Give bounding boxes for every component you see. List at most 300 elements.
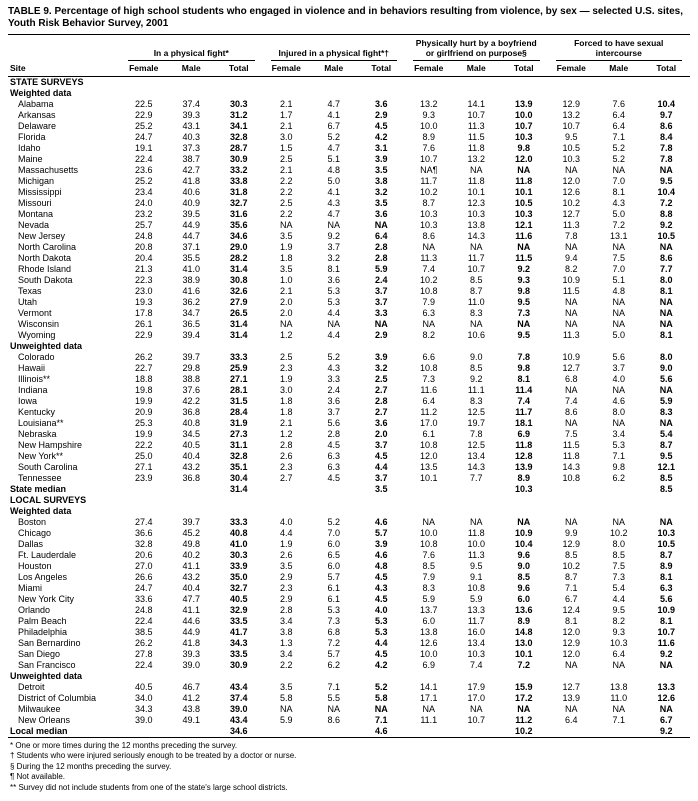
value-cell: 9.0 [659,362,673,373]
footnote-line: ** Survey did not include students from one of the state's large school districts. [10,782,288,792]
value-cell: 7.1 [374,714,388,725]
value-cell: 3.4 [612,428,625,439]
value-cell [168,726,216,737]
value-cell: 7.4 [469,659,483,670]
value-cell: 9.0 [517,560,530,571]
value-cell: 13.3 [467,604,486,615]
value-cell: 6.4 [612,120,625,131]
value-cell: 5.3 [327,285,340,296]
value-cell: 35.6 [229,219,248,230]
value-cell: 33.6 [134,593,153,604]
value-cell: 7.0 [612,175,625,186]
value-cell: 5.5 [327,692,340,703]
value-cell: 3.7 [374,472,388,483]
value-cell: 12.7 [562,208,581,219]
value-cell: 30.9 [229,659,248,670]
value-cell: 7.8 [659,153,673,164]
value-cell: 10.8 [562,472,581,483]
value-cell: 6.0 [517,593,530,604]
table-row [8,539,690,550]
value-cell: 8.7 [659,549,673,560]
table-row [8,660,690,671]
site-cell: San Francisco [18,659,76,670]
section-row [8,495,690,506]
value-cell: 9.5 [659,175,673,186]
table-row [8,154,690,165]
value-cell: 22.5 [134,98,153,109]
value-cell: 38.5 [134,626,153,637]
column-header-male: Male [168,61,216,77]
value-cell: 10.2 [419,186,438,197]
group-header-label: Injured in a physical fight*† [271,49,398,62]
value-cell: 10.3 [467,648,486,659]
value-cell: 3.6 [374,208,388,219]
value-cell [310,484,358,495]
value-cell [263,484,311,495]
value-cell: 1.9 [279,241,293,252]
value-cell: 41.2 [182,692,201,703]
value-cell: 7.9 [422,571,435,582]
value-cell: 22.3 [134,274,153,285]
value-cell: 10.7 [467,714,486,725]
value-cell [453,484,501,495]
value-cell: 8.5 [469,362,483,373]
value-cell: 9.8 [612,461,625,472]
value-cell: 4.4 [327,329,340,340]
value-cell: 2.7 [279,472,293,483]
value-cell: 5.4 [659,428,673,439]
data-table [8,37,690,738]
value-cell: 4.4 [327,307,340,318]
value-cell: 31.4 [229,329,248,340]
value-cell: 25.3 [134,417,153,428]
value-cell: 33.2 [229,164,248,175]
value-cell: 38.8 [182,373,201,384]
table-row [8,682,690,693]
value-cell: 41.8 [182,637,201,648]
value-cell: 7.5 [564,428,578,439]
value-cell: NA [422,241,435,252]
value-cell: 7.4 [564,395,578,406]
value-cell: 31.1 [229,439,248,450]
section-label: LOCAL SURVEYS [10,494,87,505]
value-cell: 8.7 [659,439,673,450]
value-cell: 11.6 [657,637,675,648]
value-cell: NA¶ [420,164,438,175]
value-cell: 8.3 [422,582,435,593]
value-cell: 11.5 [515,252,533,263]
value-cell: 24.0 [134,197,153,208]
value-cell: 1.3 [279,637,293,648]
value-cell: 4.3 [327,197,340,208]
table-row [8,407,690,418]
value-cell: 32.7 [229,197,248,208]
site-cell: Palm Beach [18,615,67,626]
value-cell: 6.3 [327,461,340,472]
table-row [8,517,690,528]
value-cell: 2.9 [374,109,388,120]
value-cell: 3.3 [374,307,388,318]
value-cell: 17.0 [419,417,438,428]
value-cell: 9.6 [517,582,530,593]
value-cell: 37.6 [182,384,201,395]
value-cell: 32.8 [229,131,248,142]
value-cell: 19.9 [134,395,153,406]
value-cell: 26.2 [134,351,153,362]
value-cell: 8.0 [659,351,673,362]
value-cell: 13.4 [467,450,486,461]
value-cell: 2.8 [374,241,388,252]
value-cell: 20.6 [134,549,153,560]
value-cell: 13.2 [467,153,486,164]
value-cell: 6.2 [327,659,340,670]
footnote-line: § During the 12 months preceding the survey. [10,761,172,771]
table-row [8,638,690,649]
value-cell: 3.7 [374,296,388,307]
value-cell: 2.1 [279,120,293,131]
value-cell: 32.6 [229,285,248,296]
table-row [8,572,690,583]
value-cell: 33.5 [229,648,248,659]
value-cell: 2.8 [327,428,340,439]
value-cell: 1.9 [279,538,293,549]
value-cell: 6.7 [659,714,673,725]
value-cell: 4.6 [612,395,625,406]
value-cell: 7.2 [659,197,673,208]
value-cell: 8.5 [564,549,578,560]
site-cell: Chicago [18,527,52,538]
table-row [8,121,690,132]
value-cell: 44.9 [182,219,201,230]
value-cell: 7.6 [422,142,435,153]
value-cell: 12.0 [562,648,581,659]
value-cell: 11.3 [467,120,485,131]
site-cell: Boston [18,516,47,527]
value-cell: 12.6 [657,692,676,703]
value-cell: 26.6 [134,571,153,582]
value-cell: 11.8 [515,439,533,450]
table-row [8,715,690,726]
value-cell: 9.8 [517,362,530,373]
value-cell: 2.9 [279,571,293,582]
value-cell: 4.5 [327,439,340,450]
value-cell: 10.3 [514,131,533,142]
value-cell: 5.1 [612,274,625,285]
value-cell: 10.9 [657,604,676,615]
value-cell: 7.9 [422,296,435,307]
value-cell: 33.5 [229,615,248,626]
value-cell: 5.0 [612,208,625,219]
site-cell: Utah [18,296,38,307]
value-cell: 8.7 [422,197,435,208]
value-cell: 11.3 [467,549,485,560]
value-cell: 5.8 [279,692,293,703]
section-label: Unweighted data [10,340,83,351]
value-cell: 4.1 [327,186,340,197]
value-cell: 17.9 [467,681,486,692]
value-cell: 13.8 [467,219,486,230]
value-cell: 8.0 [612,406,625,417]
value-cell: 8.4 [659,131,673,142]
value-cell: 6.4 [612,648,625,659]
section-label: Weighted data [10,87,72,98]
subsection-row [8,506,690,517]
site-cell: New York City [18,593,75,604]
value-cell: 6.4 [374,230,388,241]
value-cell: 3.5 [279,263,293,274]
value-cell: 13.0 [514,637,533,648]
column-header-male: Male [310,61,358,77]
value-cell: 8.9 [517,615,530,626]
value-cell: 8.1 [659,329,673,340]
value-cell: 8.1 [517,373,530,384]
value-cell: 9.0 [469,351,483,362]
site-cell: Delaware [18,120,57,131]
table-row [8,649,690,660]
value-cell: 41.1 [182,560,201,571]
value-cell: 6.1 [327,593,340,604]
value-cell: 4.7 [327,142,340,153]
value-cell: 8.2 [564,263,578,274]
value-cell: 9.5 [564,131,578,142]
value-cell: 10.4 [514,538,533,549]
value-cell: 14.3 [562,461,581,472]
value-cell: 7.8 [469,428,483,439]
value-cell: 6.0 [422,615,435,626]
value-cell: 30.3 [229,549,248,560]
value-cell: NA [517,318,531,329]
value-cell: 40.4 [182,450,201,461]
group-header-physical-fight [120,37,263,61]
value-cell: NA [327,318,340,329]
median-row [8,484,690,495]
value-cell: 9.5 [517,329,530,340]
value-cell: NA [564,241,578,252]
table-row [8,627,690,638]
value-cell: 3.7 [374,439,388,450]
value-cell: 10.9 [562,351,581,362]
site-cell: Wisconsin [18,318,60,329]
site-cell: New York** [18,450,64,461]
value-cell: 10.5 [514,197,533,208]
value-cell: 1.0 [279,274,293,285]
table-row [8,473,690,484]
value-cell: NA [612,703,625,714]
value-cell: 12.5 [467,406,486,417]
value-cell [168,484,216,495]
value-cell: 10.3 [467,208,486,219]
value-cell: 37.4 [182,98,201,109]
value-cell: 36.8 [182,472,201,483]
value-cell: 8.5 [659,483,673,494]
value-cell: 4.5 [327,472,340,483]
value-cell: 11.8 [467,175,485,186]
value-cell: 25.0 [134,450,153,461]
value-cell: 4.2 [374,659,388,670]
value-cell: 5.6 [327,417,340,428]
value-cell: 2.8 [374,395,388,406]
site-cell: North Dakota [18,252,72,263]
value-cell: 11.8 [467,527,485,538]
value-cell: 2.5 [279,153,293,164]
value-cell: 14.8 [514,626,533,637]
value-cell: 41.8 [182,175,201,186]
value-cell: 11.6 [515,230,533,241]
value-cell: 10.3 [562,153,581,164]
value-cell: 34.0 [134,692,153,703]
value-cell: 23.0 [134,285,153,296]
value-cell: 5.2 [612,153,625,164]
table-row [8,583,690,594]
value-cell: 13.4 [467,637,486,648]
value-cell: 31.4 [229,483,248,494]
value-cell: 7.2 [517,659,530,670]
value-cell: 9.7 [659,109,673,120]
value-cell: 4.0 [374,604,388,615]
site-cell: State median [10,483,67,494]
value-cell: 10.7 [467,263,486,274]
value-cell: 30.8 [229,274,248,285]
value-cell: NA [279,318,293,329]
value-cell: NA [564,318,578,329]
value-cell: 19.8 [134,384,153,395]
value-cell: 2.7 [374,406,388,417]
value-cell: 32.9 [229,604,248,615]
value-cell: 40.4 [182,582,201,593]
value-cell: NA [564,164,578,175]
value-cell: NA [469,164,483,175]
value-cell: 8.1 [659,285,673,296]
value-cell: 13.1 [609,230,628,241]
value-cell: 8.1 [564,615,578,626]
value-cell [548,484,596,495]
value-cell: 26.2 [134,637,153,648]
value-cell: 2.9 [279,593,293,604]
value-cell: 39.0 [182,659,201,670]
value-cell: 2.0 [279,296,293,307]
site-cell: San Bernardino [18,637,81,648]
value-cell: 43.1 [182,120,201,131]
table-row [8,605,690,616]
value-cell: 9.5 [469,560,483,571]
value-cell: 29.8 [182,362,201,373]
value-cell: 13.7 [419,604,438,615]
value-cell: 10.8 [419,439,438,450]
value-cell: NA [612,164,625,175]
subsection-row [8,88,690,99]
value-cell: 7.4 [422,263,435,274]
table-row [8,396,690,407]
value-cell: 10.9 [514,527,533,538]
group-header-hurt-by-partner [405,37,548,61]
site-cell: Vermont [18,307,52,318]
value-cell: 34.3 [229,637,248,648]
value-cell: NA [612,318,625,329]
value-cell: 9.5 [659,450,673,461]
value-cell: 3.0 [279,384,293,395]
value-cell: 37.3 [182,142,201,153]
group-header-forced-intercourse [548,37,691,61]
site-cell: South Dakota [18,274,73,285]
value-cell: 8.7 [469,285,483,296]
value-cell: 34.3 [134,703,153,714]
value-cell: 13.9 [514,461,533,472]
value-cell: 11.5 [467,131,485,142]
value-cell: 2.1 [279,285,293,296]
value-cell: 36.6 [134,527,153,538]
value-cell: 13.3 [657,681,676,692]
site-cell: New Orleans [18,714,71,725]
table-row [8,176,690,187]
value-cell: 22.2 [134,439,153,450]
value-cell: 13.2 [419,98,438,109]
value-cell: 3.8 [374,175,388,186]
value-cell: 9.5 [517,296,530,307]
value-cell: 3.7 [327,241,340,252]
value-cell: 10.2 [609,527,628,538]
value-cell: 30.9 [229,153,248,164]
value-cell: 1.7 [279,109,293,120]
value-cell: 4.7 [327,98,340,109]
value-cell: 2.2 [279,208,293,219]
site-cell: Los Angeles [18,571,68,582]
value-cell: 9.3 [517,274,530,285]
value-cell: 8.5 [517,571,530,582]
value-cell: 7.5 [612,560,625,571]
value-cell: 12.8 [514,450,533,461]
value-cell: 10.3 [514,208,533,219]
value-cell: 4.3 [612,197,625,208]
value-cell: 25.9 [229,362,248,373]
value-cell: 9.1 [469,571,483,582]
value-cell: 10.5 [657,230,676,241]
value-cell: 4.7 [327,208,340,219]
section-label: Unweighted data [10,670,83,681]
value-cell: 31.5 [229,395,248,406]
value-cell: NA [374,703,388,714]
value-cell: 11.2 [515,714,533,725]
table-row [8,319,690,330]
table-header [8,37,690,77]
value-cell: 3.6 [327,395,340,406]
value-cell: 9.8 [517,142,530,153]
value-cell: 33.8 [229,175,248,186]
column-header-female: Female [263,61,311,77]
value-cell: 42.7 [182,164,201,175]
value-cell: 11.8 [515,175,533,186]
value-cell: 39.4 [182,329,201,340]
site-cell: Kentucky [18,406,56,417]
table-row [8,374,690,385]
table-row [8,187,690,198]
value-cell: 12.9 [562,538,581,549]
value-cell: 3.2 [374,186,388,197]
value-cell: 39.0 [229,703,248,714]
table-row [8,462,690,473]
value-cell: 2.5 [279,197,293,208]
value-cell: 39.5 [182,208,201,219]
value-cell: 11.0 [467,296,485,307]
value-cell: 39.3 [182,109,201,120]
section-row [8,77,690,88]
value-cell: 6.0 [327,560,340,571]
value-cell: 6.6 [422,351,435,362]
value-cell: 38.7 [182,153,201,164]
value-cell: 38.9 [182,274,201,285]
value-cell: 37.1 [182,241,201,252]
value-cell: 5.6 [612,351,625,362]
value-cell: 41.6 [182,285,201,296]
